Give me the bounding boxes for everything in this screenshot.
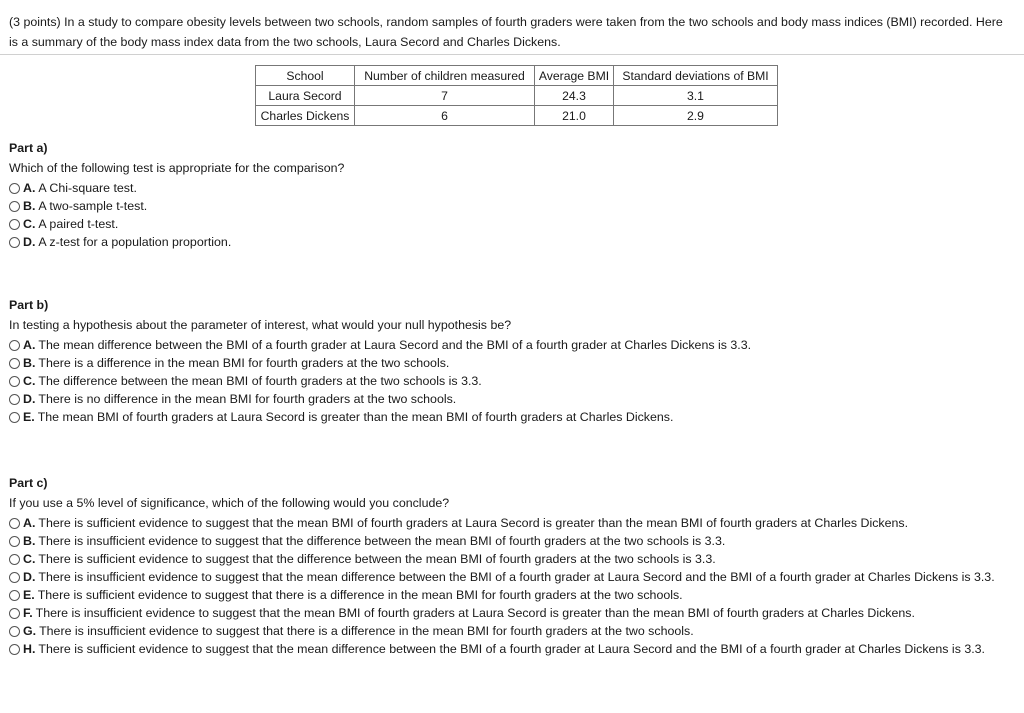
table-cell: 24.3 — [535, 86, 614, 106]
radio-button[interactable] — [9, 237, 20, 248]
option-letter: H. — [23, 642, 36, 656]
option-text: There is sufficient evidence to suggest that the mean difference between the BMI of a fourth grader at Laura Secord and the BMI of a fourth grader at Charles Dickens is 3.3. — [38, 642, 985, 656]
table-cell: 2.9 — [614, 106, 778, 126]
part-c-option-a[interactable] — [9, 515, 1015, 531]
radio-button[interactable] — [9, 340, 20, 351]
radio-button[interactable] — [9, 358, 20, 369]
radio-button[interactable] — [9, 590, 20, 601]
radio-button[interactable] — [9, 644, 20, 655]
table-cell: Charles Dickens — [256, 106, 355, 126]
option-text: A z-test for a population proportion. — [38, 235, 232, 249]
part-a-option-b[interactable] — [9, 198, 1015, 214]
radio-button[interactable] — [9, 183, 20, 194]
radio-button[interactable] — [9, 412, 20, 423]
option-letter: D. — [23, 570, 36, 584]
option-text: A two-sample t-test. — [38, 199, 148, 213]
option-letter: E. — [23, 588, 35, 602]
option-letter: B. — [23, 356, 36, 370]
part-c-option-c[interactable] — [9, 551, 1015, 567]
table-header-row — [256, 66, 778, 86]
part-a-question: Which of the following test is appropriate for the comparison? — [9, 161, 345, 175]
option-text: A paired t-test. — [38, 217, 119, 231]
part-a-option-d[interactable] — [9, 234, 1015, 250]
option-letter: D. — [23, 235, 36, 249]
option-text: There is sufficient evidence to suggest that there is a difference in the mean BMI for fourth graders at the two schools. — [37, 588, 683, 602]
option-letter: G. — [23, 624, 37, 638]
option-text: The difference between the mean BMI of fourth graders at the two schools is 3.3. — [38, 374, 482, 388]
table-cell: Laura Secord — [256, 86, 355, 106]
table-cell: 3.1 — [614, 86, 778, 106]
option-letter: E. — [23, 410, 35, 424]
part-c-option-e[interactable] — [9, 587, 1015, 603]
header-cell: Number of children measured — [355, 66, 535, 86]
header-cell: Average BMI — [535, 66, 614, 86]
option-text: The mean BMI of fourth graders at Laura Secord is greater than the mean BMI of fourth graders at Charles Dickens. — [37, 410, 674, 424]
option-text: A Chi-square test. — [38, 181, 137, 195]
table-cell: 6 — [355, 106, 535, 126]
option-letter: A. — [23, 181, 36, 195]
part-b — [9, 295, 1015, 427]
part-b-option-e[interactable] — [9, 409, 1015, 425]
option-letter: A. — [23, 338, 36, 352]
option-letter: C. — [23, 552, 36, 566]
option-text: The mean difference between the BMI of a fourth grader at Laura Secord and the BMI of a fourth grader at Charles Dickens is 3.3. — [38, 338, 752, 352]
option-text: There is insufficient evidence to suggest that the difference between the mean BMI of fourth graders at the two schools is 3.3. — [38, 534, 726, 548]
option-letter: B. — [23, 534, 36, 548]
divider — [0, 54, 1024, 55]
part-b-option-c[interactable] — [9, 373, 1015, 389]
option-text: There is a difference in the mean BMI for fourth graders at the two schools. — [38, 356, 450, 370]
option-letter: F. — [23, 606, 33, 620]
table-row — [256, 86, 778, 106]
part-c-question: If you use a 5% level of significance, which of the following would you conclude? — [9, 496, 450, 510]
radio-button[interactable] — [9, 572, 20, 583]
part-a — [9, 138, 1015, 252]
option-text: There is insufficient evidence to suggest that the mean BMI of fourth graders at Laura Secord is greater than the mean BMI of fourth graders at Charles Dickens. — [35, 606, 915, 620]
header-cell: School — [256, 66, 355, 86]
radio-button[interactable] — [9, 608, 20, 619]
radio-button[interactable] — [9, 219, 20, 230]
part-c-title: Part c) — [9, 476, 48, 490]
part-c — [9, 473, 1015, 659]
part-b-title: Part b) — [9, 298, 49, 312]
radio-button[interactable] — [9, 554, 20, 565]
part-b-question: In testing a hypothesis about the parameter of interest, what would your null hypothesis be? — [9, 318, 512, 332]
part-b-option-d[interactable] — [9, 391, 1015, 407]
part-b-option-b[interactable] — [9, 355, 1015, 371]
part-a-option-c[interactable] — [9, 216, 1015, 232]
option-letter: C. — [23, 374, 36, 388]
radio-button[interactable] — [9, 394, 20, 405]
option-text: There is insufficient evidence to suggest that there is a difference in the mean BMI for fourth graders at the two schools. — [39, 624, 694, 638]
table-cell: 21.0 — [535, 106, 614, 126]
intro-text: (3 points) In a study to compare obesity levels between two schools, random samples of fourth graders were taken from the two schools and body mass indices (BMI) recorded. Here is a summary of the body mass index data from the two schools, Laura Secord and Charles Dickens. — [9, 15, 1003, 49]
bmi-summary-table — [255, 65, 778, 126]
part-c-option-g[interactable] — [9, 623, 1015, 639]
option-letter: B. — [23, 199, 36, 213]
part-a-option-a[interactable] — [9, 180, 1015, 196]
option-letter: C. — [23, 217, 36, 231]
table-row — [256, 106, 778, 126]
part-c-option-h[interactable] — [9, 641, 1015, 657]
part-c-option-f[interactable] — [9, 605, 1015, 621]
radio-button[interactable] — [9, 518, 20, 529]
radio-button[interactable] — [9, 626, 20, 637]
option-letter: A. — [23, 516, 36, 530]
header-cell: Standard deviations of BMI — [614, 66, 778, 86]
option-letter: D. — [23, 392, 36, 406]
part-c-option-b[interactable] — [9, 533, 1015, 549]
radio-button[interactable] — [9, 536, 20, 547]
table-cell: 7 — [355, 86, 535, 106]
option-text: There is insufficient evidence to suggest that the mean difference between the BMI of a fourth grader at Laura Secord and the BMI of a fourth grader at Charles Dickens is 3.3. — [38, 570, 995, 584]
radio-button[interactable] — [9, 376, 20, 387]
option-text: There is sufficient evidence to suggest that the difference between the mean BMI of fourth graders at the two schools is 3.3. — [38, 552, 716, 566]
part-c-option-d[interactable] — [9, 569, 1015, 585]
option-text: There is sufficient evidence to suggest that the mean BMI of fourth graders at Laura Secord is greater than the mean BMI of fourth graders at Charles Dickens. — [38, 516, 909, 530]
part-b-option-a[interactable] — [9, 337, 1015, 353]
radio-button[interactable] — [9, 201, 20, 212]
question-intro-block — [9, 12, 1015, 52]
part-a-title: Part a) — [9, 141, 48, 155]
option-text: There is no difference in the mean BMI for fourth graders at the two schools. — [38, 392, 457, 406]
